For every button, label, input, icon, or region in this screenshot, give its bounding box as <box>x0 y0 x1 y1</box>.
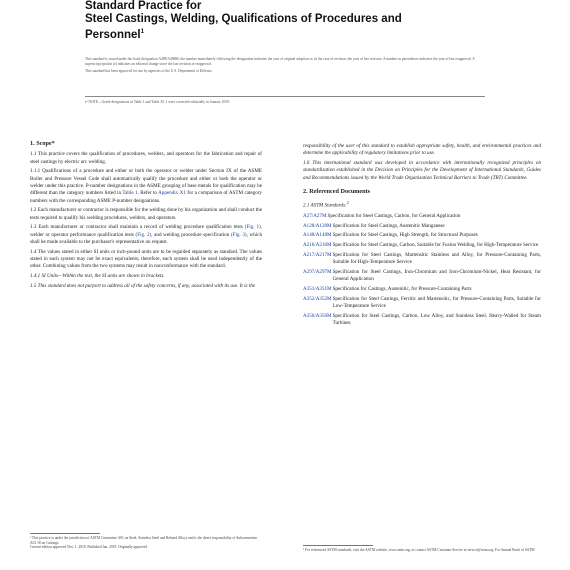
paragraph-1-4-1: 1.4.1 SI Units—Within the text, the SI units are shown in brackets. <box>30 273 165 280</box>
standard-title: Specification for Castings, Austenitic, for Pressure-Containing Parts <box>332 286 472 293</box>
fig-2-link[interactable]: (Fig. 2) <box>135 231 152 238</box>
fig-3-link[interactable]: (Fig. 3) <box>230 231 247 238</box>
table-1-link[interactable]: Table 1 <box>122 190 138 197</box>
standard-title: Specification for Steel Castings, Carbon, Suitable for Fusion Welding, for High-Temperature Service <box>332 242 539 249</box>
standard-item <box>303 286 541 293</box>
standard-title: Specification for Steel Castings, Austenitic Manganese <box>332 222 445 229</box>
footnote-divider-left <box>30 533 100 534</box>
standard-title: Specification for Steel Castings, Ferritic and Martensitic, for Pressure-Containing Parts, Suitable for Low-Temperature Service <box>332 295 541 310</box>
paragraph-1-1: 1.1 This practice covers the qualification of procedures, welders, and operators for the fabrication and repair of steel castings by electric arc welding. <box>30 151 262 165</box>
paragraph-1-2: 1.2 Each manufacturer or contractor is responsible for the welding done by his organization and shall conduct the tests required to qualify his welding procedures, welders, and operators. <box>30 207 262 221</box>
left-column <box>30 140 262 293</box>
footnote-divider-right <box>303 545 373 546</box>
standards-list <box>303 213 541 328</box>
footnote-left <box>30 536 262 550</box>
paragraph-1-5-continued: responsibility of the user of this standard to establish appropriate safety, health, and environmental practices and determine the applicability of regulatory limitations prior to use. <box>303 143 541 157</box>
standard-title: Specification for Steel Castings, Carbon, Low Alloy, and Stainless Steel, Heavy-Walled for Steam Turbines <box>332 313 541 327</box>
standard-item <box>303 252 541 267</box>
astm-standards-subheading <box>303 199 541 210</box>
paragraph-1-3-a: 1.3 Each manufacturer or contractor shall maintain a record of welding procedure qualification tests <box>30 224 243 231</box>
standard-title: Specification for Steel Castings, Carbon, for General Application <box>327 212 461 219</box>
title-line-3: Personnel <box>85 28 141 41</box>
standard-item <box>303 223 541 230</box>
standard-item <box>303 213 541 220</box>
title-line-1: Standard Practice for <box>85 0 202 12</box>
standard-title: Specification for Steel Castings, Iron-Chromium and Iron-Chromium-Nickel, Heat Resistant, for General Application <box>332 269 541 283</box>
right-column <box>303 143 541 330</box>
footnote-right: ² For referenced ASTM standards, visit the ASTM website, www.astm.org, or contact ASTM Customer Service at service@astm.org. For Annual Book of ASTM <box>303 548 535 552</box>
standard-code-link[interactable]: A128/A128M <box>303 222 332 229</box>
paragraph-1-1-1 <box>30 168 262 204</box>
standard-item <box>303 296 541 311</box>
standard-code-link[interactable]: A148/A148M <box>303 232 332 239</box>
fig-1-link[interactable]: (Fig. 1) <box>244 224 261 231</box>
paragraph-1-3-b: , welder or operator performance qualification tests <box>30 224 263 238</box>
standard-title: Specification for Steel Castings, Martensitic Stainless and Alloy, for Pressure-Containing Parts, Suitable for High-Temperature Service <box>332 251 541 266</box>
appendix-x1-link[interactable]: Appendix X1 <box>158 190 186 197</box>
editorial-note: ε¹ NOTE—Grade designations in Table 1 and Table X1.1 were corrected editorially in January 2019. <box>85 96 485 105</box>
standard-item <box>303 232 541 239</box>
notice-paragraph-2: This standard has been approved for use by agencies of the U.S. Department of Defense. <box>85 69 213 74</box>
paragraph-1-1-1-text: 1.1.1 Qualifications of a procedure and either or both the operator or welder under Section IX of the ASME Boiler and Pressure Vessel Code shall automatically qualify the procedure and either or both the operator or welder under this practice. P-number designations in the ASME grouping of base metals for qualification may be different than the category numbers listed in <box>30 168 262 197</box>
scope-heading: 1. Scope* <box>30 140 55 147</box>
standard-item <box>303 242 541 249</box>
standard-code-link[interactable]: A356/A356M <box>303 313 332 320</box>
paragraph-1-3-c: , and welding procedure specification <box>151 231 230 238</box>
paragraph-1-6: 1.6 This international standard was developed in accordance with internationally recognized principles on standardization established in the Decision on Principles for the Development of International Standards, Guides and Recommendations issued by the World Trade Organization Technical Barriers to Trade (TBT) Committee. <box>303 160 541 181</box>
issuance-notice <box>85 57 485 77</box>
paragraph-1-4: 1.4 The values stated in either SI units or inch-pound units are to be regarded separately as standard. The values stated in each system may not be exact equivalents; therefore, each system shall be used independently of the other. Combining values from the two systems may result in nonconformance with the standard. <box>30 248 262 270</box>
standard-item <box>303 269 541 284</box>
astm-standards-label: 2.1 ASTM Standards: <box>303 202 347 209</box>
standard-code-link[interactable]: A27/A27M <box>303 212 327 219</box>
referenced-documents-heading: 2. Referenced Documents <box>303 187 371 195</box>
footnote-1-line-2: Current edition approved Nov. 1, 2018. Published Jan. 2019. Originally approved <box>30 545 148 550</box>
title-footnote-mark: 1 <box>140 29 144 35</box>
paragraph-1-5: 1.5 This standard does not purport to address all of the safety concerns, if any, associated with its use. It is the <box>30 283 256 290</box>
standard-code-link[interactable]: A297/A297M <box>303 269 332 276</box>
document-title <box>85 0 505 42</box>
paragraph-1-3 <box>30 224 262 246</box>
notice-paragraph-1: This standard is issued under the fixed designation A488/A488M; the number immediately following the designation indicates the year of original adoption or, in the case of revision, the year of last revision. A number in parentheses indicates the year of last reapproval. A superscript epsilon (ε) indicates an editorial change since the last revision or reapproval. <box>85 57 475 66</box>
title-line-2: Steel Castings, Welding, Qualifications of Procedures and <box>85 13 402 25</box>
paragraph-1-1-1-end: for a comparison of ASTM category numbers with the corresponding ASME P-number designations. <box>30 190 262 204</box>
paragraph-1-3-d: , which shall be made available to the purchaser's representative on request. <box>30 231 262 246</box>
standard-code-link[interactable]: A216/A216M <box>303 242 332 249</box>
standard-item <box>303 313 541 328</box>
standard-code-link[interactable]: A217/A217M <box>303 251 332 258</box>
standard-code-link[interactable]: A351/A351M <box>303 286 332 293</box>
standard-title: Specification for Steel Castings, High Strength, for Structural Purposes <box>332 232 478 239</box>
footnote-1-line-1: ¹ This practice is under the jurisdiction of ASTM Committee A01 on Steel, Stainless Steel and Related Alloys and is the direct responsibility of Subcommittee A01.18 on Castings. <box>30 536 258 545</box>
paragraph-1-1-1-mid: . Refer to <box>137 190 157 197</box>
astm-standards-footnote-mark: 2 <box>346 200 349 206</box>
standard-code-link[interactable]: A352/A352M <box>303 295 332 302</box>
